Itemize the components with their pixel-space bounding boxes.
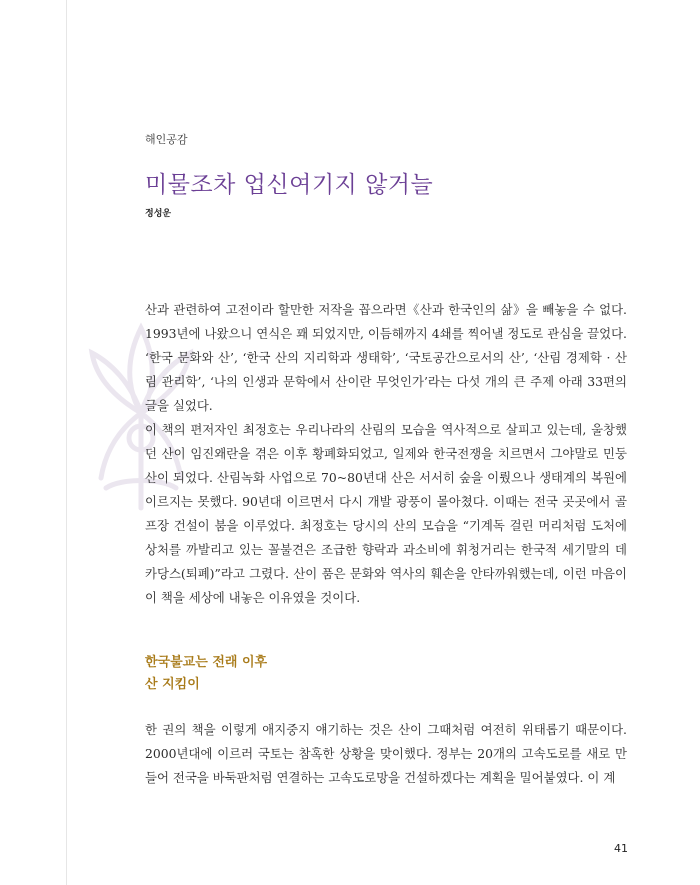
subheading-line: 산 지킴이 [145, 677, 200, 692]
body-paragraph: 산과 관련하여 고전이라 할만한 저작을 꼽으라면《산과 한국인의 삶》을 빼놓을 수 없다. 1993년에 나왔으니 연식은 꽤 되었지만, 이듬해까지 4쇄를 찍어낼 정도로 관심을 끌었다. ‘한국 문화와 산’, ‘한국 산의 지리학과 생태학’, ‘국토공간으로서의 산’, ‘산림 경제학 · 산림 관리학’, ‘나의 인생과 문학에서 산이란 무엇인가’라는 다섯 개의 큰 주제 아래 33편의 글을 실었다. [145, 302, 627, 413]
subheading-line: 한국불교는 전래 이후 [145, 655, 268, 670]
page-margin-line [66, 0, 67, 885]
section-subheading [145, 652, 267, 696]
article-title: 미물조차 업신여기지 않거늘 [145, 172, 434, 198]
author-name: 정성운 [145, 209, 172, 219]
page-number: 41 [614, 842, 628, 855]
body-paragraph: 한 권의 책을 이렇게 애지중지 얘기하는 것은 산이 그때처럼 여전히 위태롭기 때문이다. 2000년대에 이르러 국토는 참혹한 상황을 맞이했다. 정부는 20개의 고속도로를 새로 만들어 전국을 바둑판처럼 연결하는 고속도로망을 건설하겠다는 계획을 밀어붙였다. 이 계 [145, 722, 627, 785]
section-label: 해인공감 [145, 133, 188, 146]
body-paragraph: 이 책의 편저자인 최정호는 우리나라의 산림의 모습을 역사적으로 살피고 있는데, 울창했던 산이 임진왜란을 겪은 이후 황폐화되었고, 일제와 한국전쟁을 치르면서 그야말로 민둥산이 되었다. 산림녹화 사업으로 70~80년대 산은 서서히 숲을 이뤘으나 생태계의 복원에 이르지는 못했다. 90년대 이르면서 다시 개발 광풍이 몰아쳤다. 이때는 전국 곳곳에서 골프장 건설이 붐을 이루었다. 최정호는 당시의 산의 모습을 “기계독 걸린 머리처럼 도처에 상처를 까발리고 있는 꼴불견은 조급한 향락과 과소비에 휘청거리는 한국적 세기말의 데카당스(퇴폐)”라고 그렸다. 산이 품은 문화와 역사의 훼손을 안타까워했는데, 이런 마음이 이 책을 세상에 내놓은 이유였을 것이다. [145, 422, 627, 605]
